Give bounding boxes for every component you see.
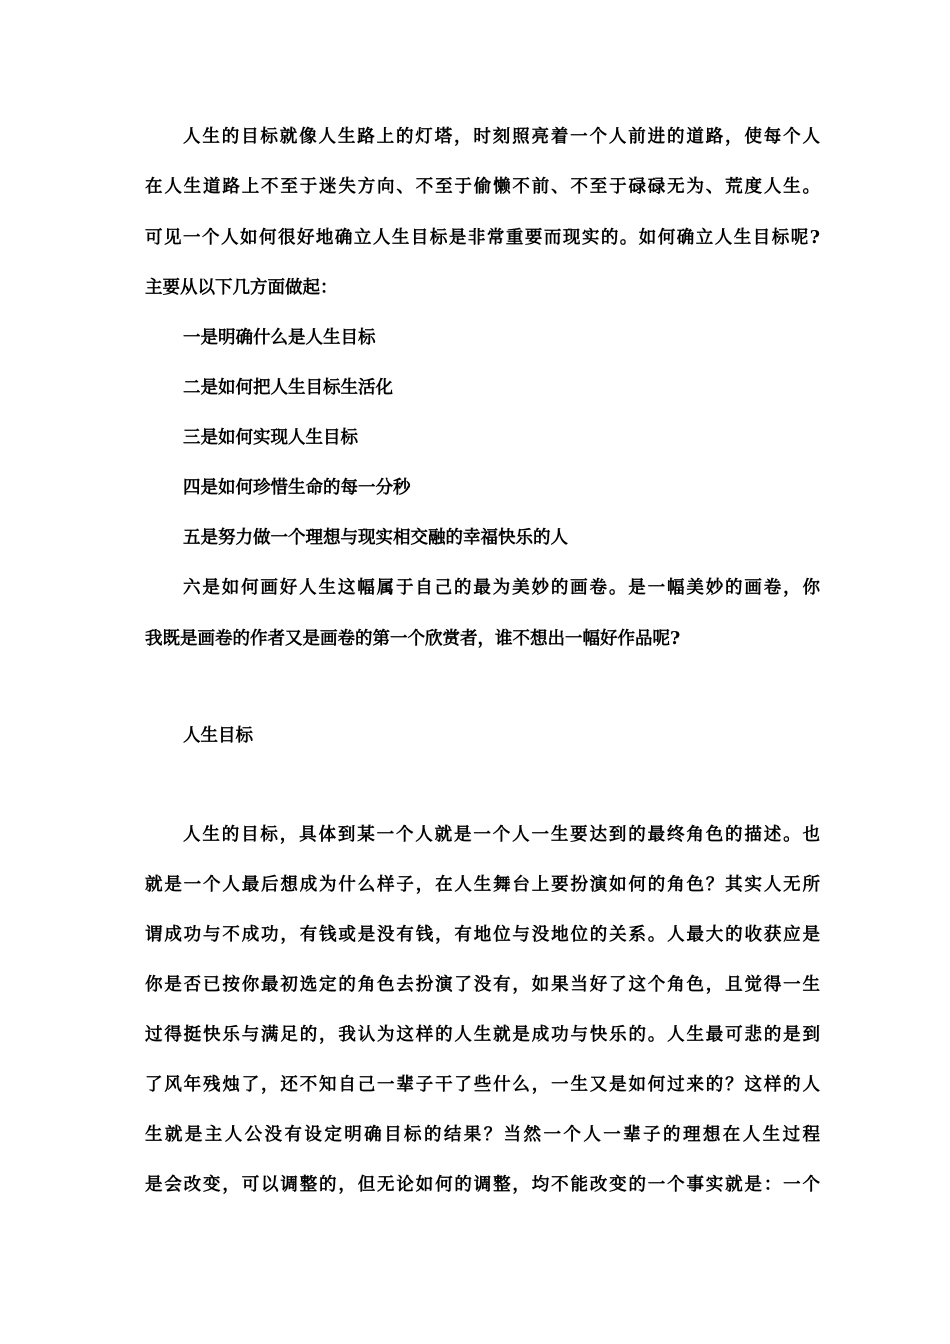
list-item-1: 一是明确什么是人生目标 <box>183 328 376 348</box>
intro-line-3: 可见一个人如何很好地确立人生目标是非常重要而现实的。如何确立人生目标呢? <box>145 228 820 248</box>
list-item-2: 二是如何把人生目标生活化 <box>183 378 393 398</box>
body-line-3: 谓成功与不成功，有钱或是没有钱，有地位与没地位的关系。人最大的收获应是 <box>145 925 820 945</box>
body-line-6: 了风年残烛了，还不知自己一辈子干了些什么，一生又是如何过来的？这样的人 <box>145 1075 820 1095</box>
body-line-7: 生就是主人公没有设定明确目标的结果？当然一个人一辈子的理想在人生过程 <box>145 1125 820 1145</box>
list-item-3: 三是如何实现人生目标 <box>183 428 358 448</box>
intro-line-1: 人生的目标就像人生路上的灯塔，时刻照亮着一个人前进的道路，使每个人 <box>183 127 820 147</box>
section-heading: 人生目标 <box>183 726 253 746</box>
list-item-5: 五是努力做一个理想与现实相交融的幸福快乐的人 <box>183 528 568 548</box>
list-item-4: 四是如何珍惜生命的每一分秒 <box>183 478 411 498</box>
list-item-6-line-2: 我既是画卷的作者又是画卷的第一个欣赏者，谁不想出一幅好作品呢? <box>145 629 681 649</box>
intro-line-2: 在人生道路上不至于迷失方向、不至于偷懒不前、不至于碌碌无为、荒度人生。 <box>145 177 820 197</box>
body-line-1: 人生的目标，具体到某一个人就是一个人一生要达到的最终角色的描述。也 <box>183 825 820 845</box>
intro-line-4: 主要从以下几方面做起： <box>145 278 338 298</box>
list-item-6-line-1: 六是如何画好人生这幅属于自己的最为美妙的画卷。是一幅美妙的画卷，你 <box>183 578 820 598</box>
body-line-5: 过得挺快乐与满足的，我认为这样的人生就是成功与快乐的。人生最可悲的是到 <box>145 1025 820 1045</box>
body-line-8: 是会改变，可以调整的，但无论如何的调整，均不能改变的一个事实就是：一个 <box>145 1175 820 1195</box>
body-line-2: 就是一个人最后想成为什么样子，在人生舞台上要扮演如何的角色？其实人无所 <box>145 875 820 895</box>
body-line-4: 你是否已按你最初选定的角色去扮演了没有，如果当好了这个角色，且觉得一生 <box>145 975 820 995</box>
